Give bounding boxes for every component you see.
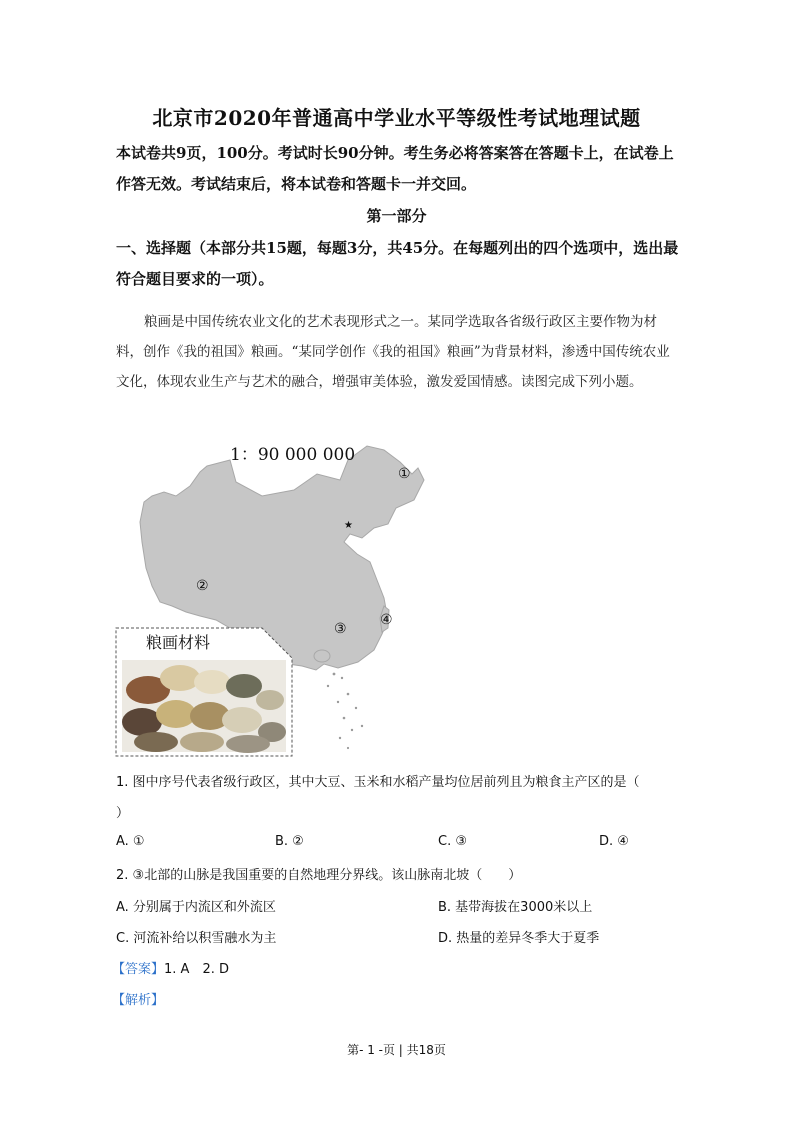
grain-inset — [116, 628, 292, 756]
map-marker-4: ④ — [380, 612, 393, 628]
q1-option-c: C. ③ — [438, 834, 467, 849]
hainan-island — [314, 650, 330, 662]
map-marker-1: ① — [398, 466, 411, 482]
page-footer: 第- 1 -页 | 共18页 — [347, 1043, 446, 1057]
south-china-sea-islands — [327, 673, 363, 750]
question-1-line2: ） — [116, 806, 130, 821]
question-2-line1: 2. ③北部的山脉是我国重要的自然地理分界线。该山脉南北坡（ ） — [116, 868, 522, 883]
reading-passage: 粮画是中国传统农业文化的艺术表现形式之一。某同学选取各省级行政区主要作物为材料，创作《我的祖国》粮画。“某同学创作《我的祖国》粮画”为背景材料，渗透中国传统农业文化，体现农业生产与艺术的融合，增强审美体验，激发爱国情感。读图完成下列小题。 — [116, 314, 670, 390]
exam-instructions: 本试卷共9页，100分。考试时长90分钟。考生务必将答案答在答题卡上，在试卷上作答无效。考试结束后，将本试卷和答题卡一并交回。 — [116, 144, 674, 193]
china-map-figure — [112, 438, 432, 763]
map-marker-2: ② — [196, 578, 209, 594]
answer-text: 1. A 2. D — [164, 962, 229, 977]
answer-tag: 【答案】 — [112, 962, 165, 977]
analysis-line — [112, 989, 164, 1008]
capital-star-icon: ★ — [344, 520, 353, 531]
q2-option-a: A. 分别属于内流区和外流区 — [116, 900, 276, 915]
q2-option-b: B. 基带海拔在3000米以上 — [438, 900, 593, 915]
question-1-line1: 1. 图中序号代表省级行政区，其中大豆、玉米和水稻产量均位居前列且为粮食主产区的是（ — [116, 775, 640, 790]
analysis-tag: 【解析】 — [112, 993, 165, 1008]
q1-option-d: D. ④ — [599, 834, 629, 849]
part-heading: 第一部分 — [366, 207, 427, 225]
answer-line — [112, 958, 229, 977]
map-marker-3: ③ — [334, 621, 347, 637]
document-title: 北京市2020年普通高中学业水平等级性考试地理试题 — [152, 106, 641, 130]
q1-option-b: B. ② — [275, 834, 304, 849]
grain-bags-image — [122, 660, 286, 753]
map-scale: 1：90 000 000 — [230, 445, 356, 465]
inset-label: 粮画材料 — [146, 633, 211, 652]
q1-option-a: A. ① — [116, 834, 145, 849]
q2-option-c: C. 河流补给以积雪融水为主 — [116, 931, 277, 946]
q2-option-d: D. 热量的差异冬季大于夏季 — [438, 931, 600, 946]
section-heading: 一、选择题（本部分共15题，每题3分，共45分。在每题列出的四个选项中，选出最符合题目要求的一项）。 — [116, 239, 679, 288]
